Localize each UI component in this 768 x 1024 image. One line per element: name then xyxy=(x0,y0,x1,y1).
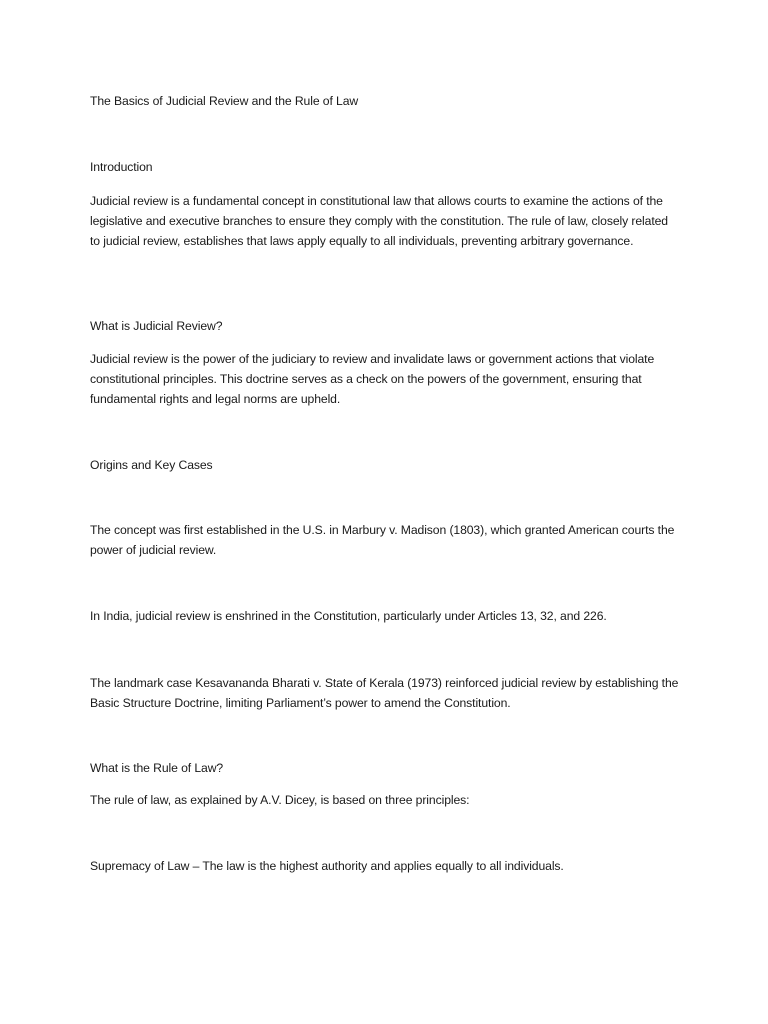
document-title: The Basics of Judicial Review and the Rule of Law xyxy=(90,94,359,108)
origins-item-kesavananda: The landmark case Kesavananda Bharati v. State of Kerala (1973) reinforced judicial review by establishing the Basic Structure Doctrine, limiting Parliament’s power to amend the Constitution. xyxy=(90,676,679,710)
origins-heading: Origins and Key Cases xyxy=(90,458,213,472)
introduction-paragraph: Judicial review is a fundamental concept in constitutional law that allows courts to examine the actions of the legislative and executive branches to ensure they comply with the constitution. The rule of law, closely related to judicial review, establishes that laws apply equally to all individuals, preventing arbitrary governance. xyxy=(90,194,668,248)
origins-item-marbury: The concept was first established in the U.S. in Marbury v. Madison (1803), which granted American courts the power of judicial review. xyxy=(90,523,675,557)
introduction-heading: Introduction xyxy=(90,160,153,174)
rule-of-law-paragraph: The rule of law, as explained by A.V. Dicey, is based on three principles: xyxy=(90,793,470,807)
rule-of-law-heading: What is the Rule of Law? xyxy=(90,761,224,775)
judicial-review-paragraph: Judicial review is the power of the judiciary to review and invalidate laws or government actions that violate constitutional principles. This doctrine serves as a check on the powers of the government, ensuring that fundamental rights and legal norms are upheld. xyxy=(90,352,655,406)
origins-item-india: In India, judicial review is enshrined in the Constitution, particularly under Articles 13, 32, and 226. xyxy=(90,609,607,623)
principle-supremacy-of-law: Supremacy of Law – The law is the highest authority and applies equally to all individuals. xyxy=(90,859,564,873)
judicial-review-heading: What is Judicial Review? xyxy=(90,319,223,333)
